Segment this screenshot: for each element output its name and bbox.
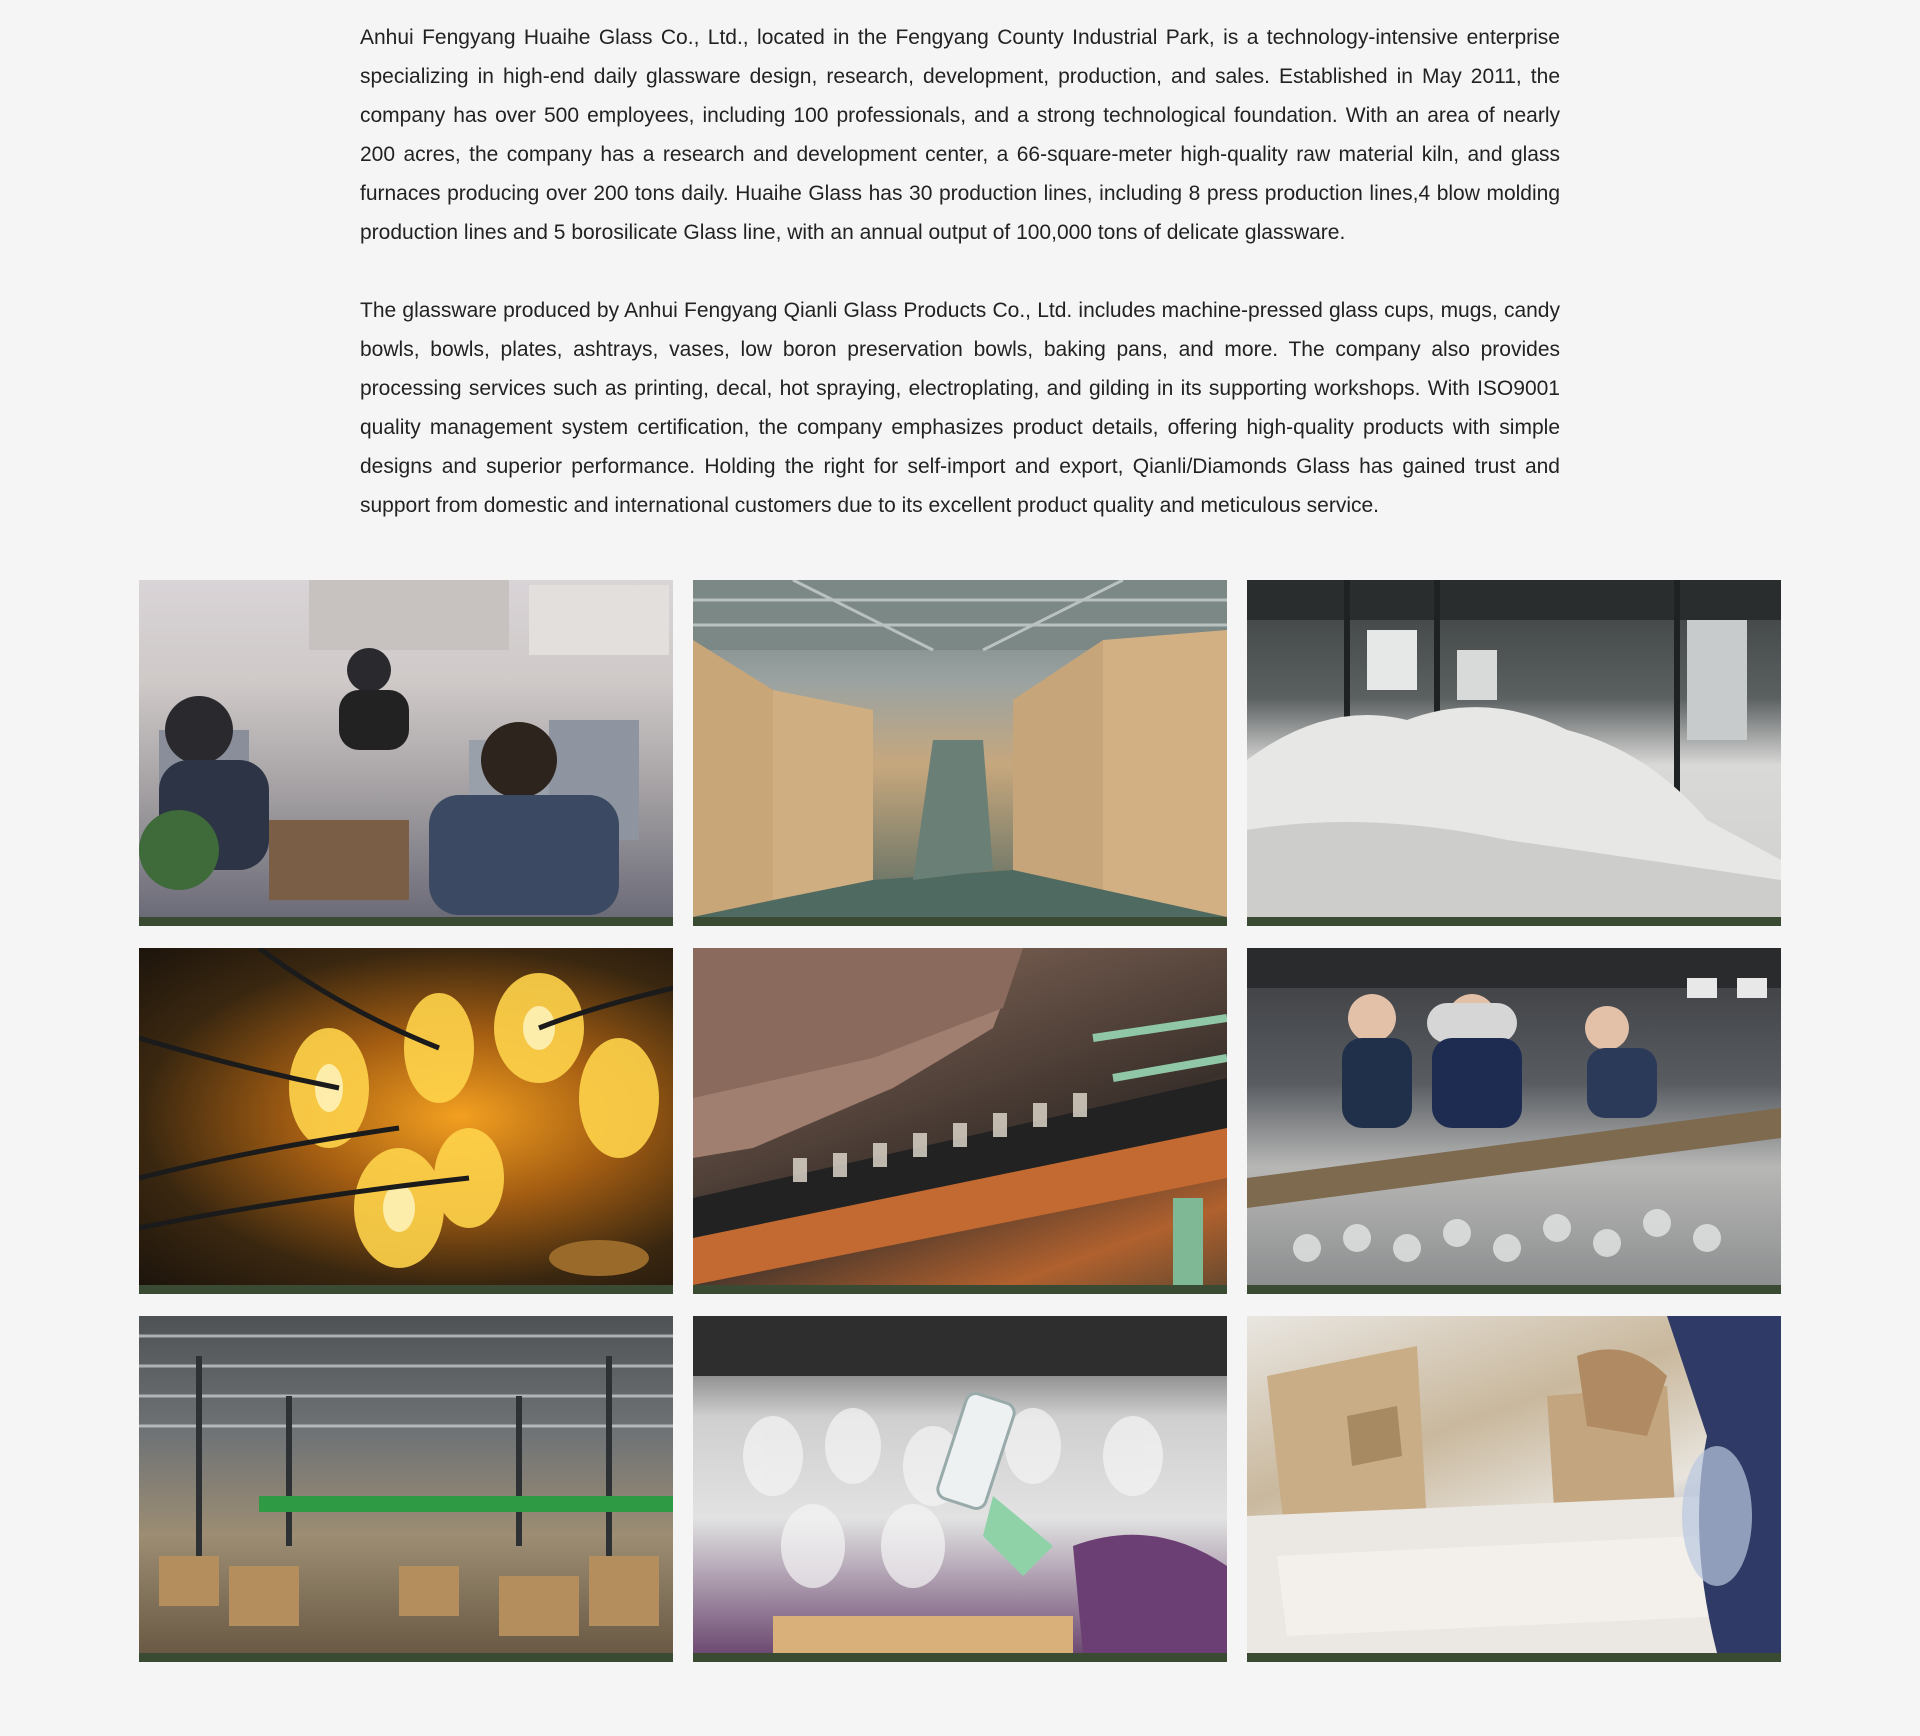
production-line-photo[interactable] bbox=[693, 948, 1227, 1294]
packing-boxes-photo[interactable] bbox=[1247, 1316, 1781, 1662]
workers-sorting-glassware-photo[interactable] bbox=[1247, 948, 1781, 1294]
factory-hall-photo[interactable] bbox=[139, 1316, 673, 1662]
intro-paragraph-1: Anhui Fengyang Huaihe Glass Co., Ltd., located in the Fengyang County Industrial Park, is a technology-intensive enterprise specializing in high-end daily glassware design, research, development, production, and sales. Established in May 2011, the company has over 500 employees, including 100 professionals, and a strong technological foundation. With an area of nearly 200 acres, the company has a research and development center, a 66-square-meter high-quality raw material kiln, and glass furnaces producing over 200 tons daily. Huaihe Glass has 30 production lines, including 8 press production lines,4 blow molding production lines and 5 borosilicate Glass line, with an annual output of 100,000 tons of delicate glassware. bbox=[360, 26, 1560, 244]
warehouse-boxes-photo[interactable] bbox=[693, 580, 1227, 926]
company-introduction bbox=[360, 18, 1560, 525]
factory-photo-gallery bbox=[139, 580, 1781, 1662]
glass-inspection-photo[interactable] bbox=[693, 1316, 1227, 1662]
intro-paragraph-2: The glassware produced by Anhui Fengyang Qianli Glass Products Co., Ltd. includes machine-pressed glass cups, mugs, candy bowls, bowls, plates, ashtrays, vases, low boron preservation bowls, baking pans, and more. The company also provides processing services such as printing, decal, hot spraying, electroplating, and gilding in its supporting workshops. With ISO9001 quality management system certification, the company emphasizes product details, offering high-quality products with simple designs and superior performance. Holding the right for self-import and export, Qianli/Diamonds Glass has gained trust and support from domestic and international customers due to its excellent product quality and meticulous service. bbox=[360, 299, 1560, 517]
raw-material-silica-photo[interactable] bbox=[1247, 580, 1781, 926]
office-staff-photo[interactable] bbox=[139, 580, 673, 926]
glass-flame-polishing-photo[interactable] bbox=[139, 948, 673, 1294]
